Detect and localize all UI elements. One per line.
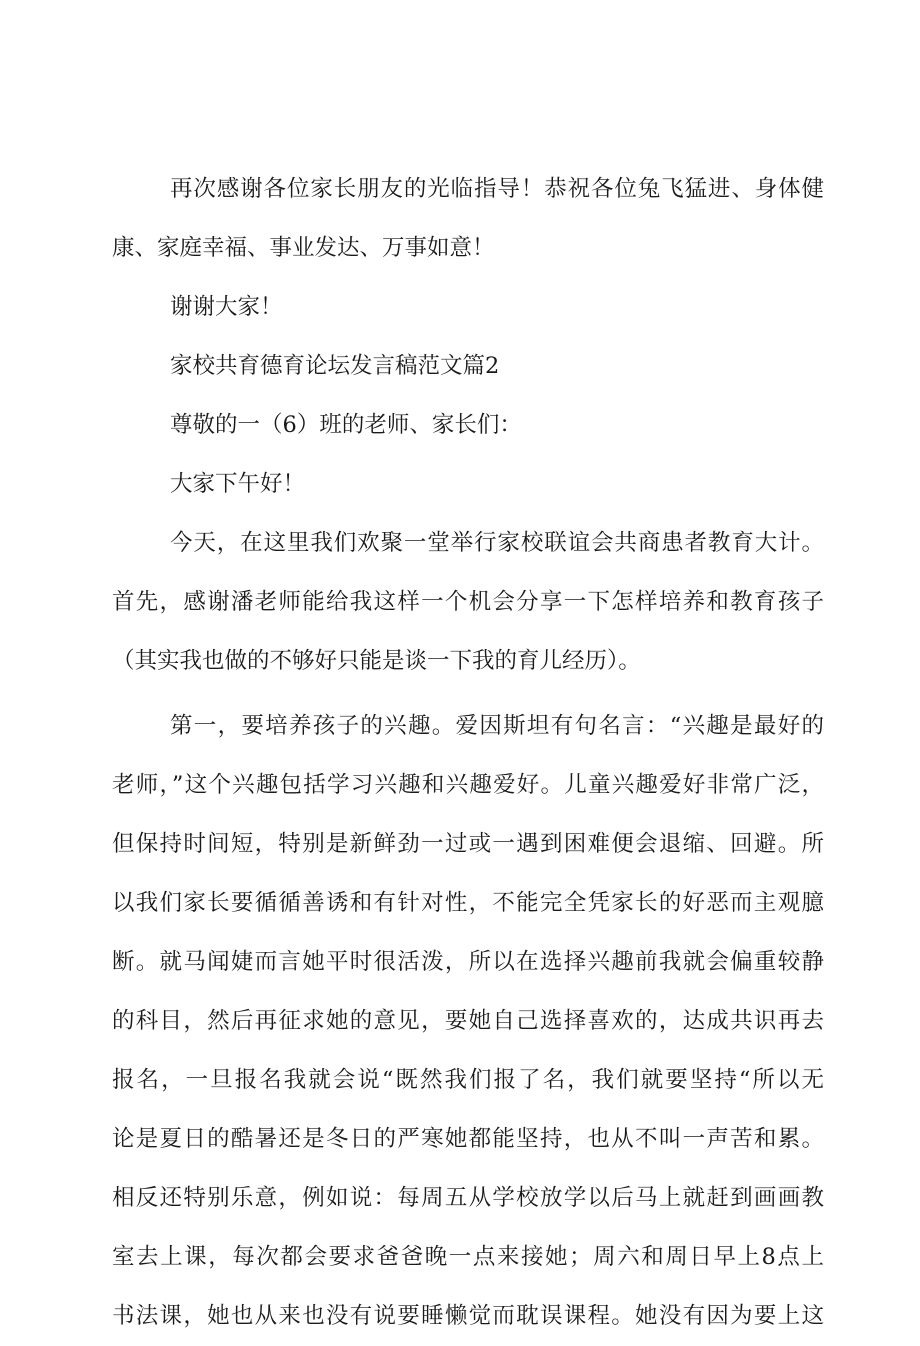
section-title: 家校共育德育论坛发言稿范文篇2 (170, 353, 500, 379)
closing-thanks: 谢谢大家！ (170, 294, 283, 320)
paragraph-line: 第一，要培养孩子的兴趣。爱因斯坦有句名言：“兴趣是最好的 (170, 713, 824, 739)
paragraph-line: 书法课，她也从来也没有说要睡懒觉而耽误课程。她没有因为要上这 (112, 1303, 824, 1329)
paragraph-line: 相反还特别乐意，例如说：每周五从学校放学以后马上就赶到画画教 (112, 1185, 824, 1211)
paragraph-line: （其实我也做的不够好只能是谈一下我的育儿经历）。 (112, 648, 641, 674)
paragraph-line: 断。就马闻婕而言她平时很活泼，所以在选择兴趣前我就会偏重较静 (112, 949, 824, 975)
paragraph-line: 今天，在这里我们欢聚一堂举行家校联谊会共商患者教育大计。 (170, 530, 824, 556)
paragraph-line: 但保持时间短，特别是新鲜劲一过或一遇到困难便会退缩、回避。所 (112, 831, 824, 857)
paragraph-line: 老师，”这个兴趣包括学习兴趣和兴趣爱好。儿童兴趣爱好非常广泛， (112, 772, 824, 798)
paragraph-line: 的科目，然后再征求她的意见，要她自己选择喜欢的，达成共识再去 (112, 1008, 824, 1034)
paragraph-line: 论是夏日的酷暑还是冬日的严寒她都能坚持，也从不叫一声苦和累。 (112, 1126, 824, 1152)
salutation: 尊敬的一（6）班的老师、家长们： (170, 412, 522, 438)
paragraph-line: 以我们家长要循循善诱和有针对性，不能完全凭家长的好恶而主观臆 (112, 890, 824, 916)
paragraph-line: 首先，感谢潘老师能给我这样一个机会分享一下怎样培养和教育孩子 (112, 589, 824, 615)
document-page (112, 160, 824, 1346)
paragraph-line: 康、家庭幸福、事业发达、万事如意！ (112, 235, 495, 261)
paragraph-line: 室去上课，每次都会要求爸爸晚一点来接她；周六和周日早上8点上 (112, 1244, 824, 1270)
paragraph-line: 再次感谢各位家长朋友的光临指导！恭祝各位兔飞猛进、身体健 (170, 176, 824, 202)
paragraph-line: 报名，一旦报名我就会说“既然我们报了名，我们就要坚持“所以无 (112, 1067, 824, 1093)
greeting: 大家下午好！ (170, 471, 306, 497)
